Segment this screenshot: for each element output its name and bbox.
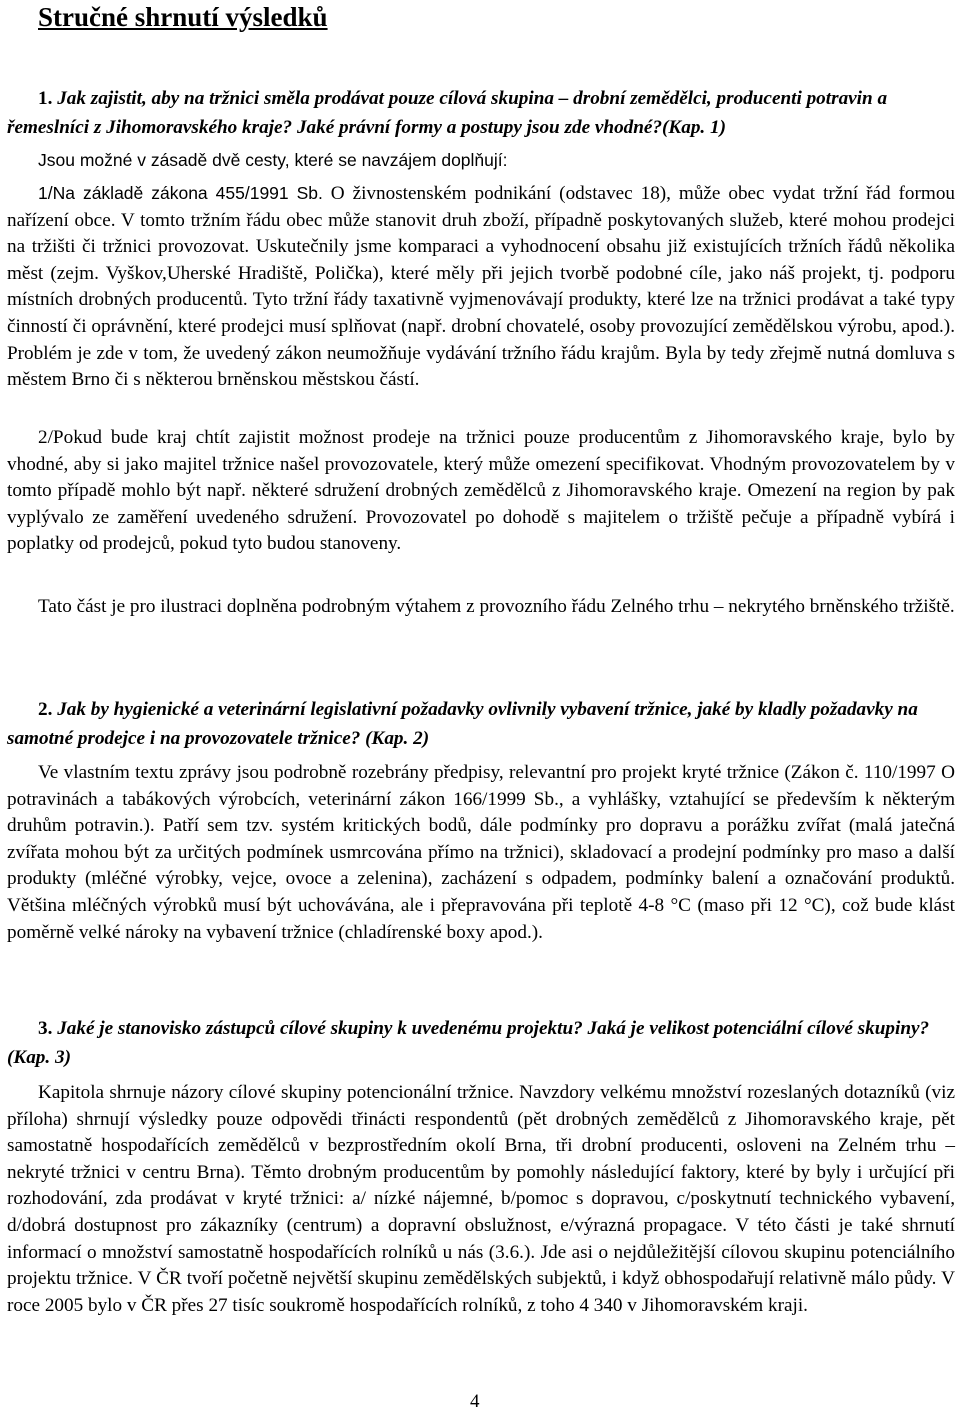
paragraph-hygiene: Ve vlastním textu zprávy jsou podrobně rozebrány předpisy, relevantní pro projekt kryté tržnice (Zákon č. 110/1997 O potravinách a tabákových výrobcích, veterinární zákon 166/1999 Sb., a vyhlášky, vztahující se především k některým druhům potravin.). Patří sem tzv. systém kritických bodů, dále podmínky pro dopravu a porážku zvířat (malá jatečná zvířata mohou být za určitých podmínek usmrcována přímo na tržnici), skladovací a prodejní podmínky pro maso a další produkty (mléčné výrobky, vejce, ovoce a zelenina), zacházení s odpadem, podmínky balení a označování produktů. Většina mléčných výrobků musí být uchovávána, ale i přepravována při teplotě 4-8 °C (maso při 12 °C), což bude klást poměrně velké nároky na vybavení tržnice (chladírenské boxy apod.).: [7, 762, 955, 943]
page-title: Stručné shrnutí výsledků: [38, 2, 328, 32]
paragraph-option-1: 1/Na základě zákona 455/1991 Sb. O živnostenském podnikání (odstavec 18), může obec vydat tržní řád formou nařízení obce. V tomto tržním řádu obec může stanovit druh zboží, případně poskytovaných služeb, které mohou prodejci na tržišti či tržnici provozovat. Uskutečnily jsme komparaci a vyhodnocení obsahu již existujících tržních řádů několika měst (zejm. Vyškov,Uherské Hradiště, Polička), které měly při jejich tvorbě podobné cíle, jako náš projekt, tj. podporu místních drobných producentů. Tyto tržní řády taxativně vyjmenovávají produkty, které lze na tržnici prodávat a také typy činností či oprávnění, které prodejci musí splňovat (např. drobní chovatelé, osoby provozující zemědělskou výrobu, apod.). Problém je zde v tom, že uvedený zákon neumožňuje vydávání tržního řádu krajům. Byla by tedy zřejmě nutná domluva s městem Brno či s některou brněnskou městskou částí.: [7, 183, 956, 391]
paragraph-illustration: Tato část je pro ilustraci doplněna podrobným výtahem z provozního řádu Zelného trhu – nekrytého brněnského tržiště.: [38, 596, 955, 617]
question-number: 1.: [38, 88, 53, 109]
paragraph-intro: Jsou možné v zásadě dvě cesty, které se navzájem doplňují:: [38, 150, 508, 170]
question-text: Jak zajistit, aby na tržnici směla prodávat pouze cílová skupina – drobní zemědělci, producenti potravin a řemeslníci z Jihomoravského kraje? Jaké právní formy a postupy jsou zde vhodné?(Kap. 1): [7, 88, 888, 138]
question-3: 3. Jaké je stanovisko zástupců cílové skupiny k uvedenému projektu? Jaká je velikost potenciální cílové skupiny? (Kap. 3): [7, 1018, 930, 1068]
question-1: [7, 84, 955, 142]
page-number: 4: [470, 1391, 480, 1412]
question-2: 2. Jak by hygienické a veterinární legislativní požadavky ovlivnily vybavení tržnice, jaké by kladly požadavky na samotné prodejce i na provozovatele tržnice? (Kap. 2): [7, 699, 918, 749]
paragraph-target-group: Kapitola shrnuje názory cílové skupiny potencionální tržnice. Navzdory velkému množství rozeslaných dotazníků (viz příloha) shrnují výsledky pouze odpovědi třinácti respondentů (pět drobných zemědělců z Jihomoravského kraje, pět samostatně hospodařících zemědělců v bezprostředním okolí Brna, tři drobní producenti, osloveni na Zelném trhu – nekryté tržnici v centru Brna). Těmto drobným producentům by pomohly následující faktory, které by byly i určující při rozhodování, zda prodávat v kryté tržnici: a/ nízké nájemné, b/pomoc s dopravou, c/poskytnutí technického vybavení, d/dobrá dostupnost pro zákazníky (centrum) a dopravní obslužnost, e/výrazná propagace. V této části je také shrnutí informací o množství samostatně hospodařících rolníků u nás (3.6.). Jde asi o nejdůležitější cílovou skupinu potenciálního projektu tržnice. V ČR tvoří početně největší skupinu zemědělských subjektů, i když obhospodařují relativně málo půdy. V roce 2005 bylo v ČR přes 27 tisíc soukromě hospodařících rolníků, z toho 4 340 v Jihomoravském kraji.: [7, 1082, 955, 1316]
paragraph-option-2: 2/Pokud bude kraj chtít zajistit možnost prodeje na tržnici pouze producentům z Jihomoravského kraje, bylo by vhodné, aby si jako majitel tržnice našel provozovatele, který může omezení specifikovat. Vhodným provozovatelem by v tomto případě mohlo být např. některé sdružení drobných zemědělců z Jihomoravského kraje. Omezení na region by pak vyplývalo ze zaměření uvedeného sdružení. Provozovatel po dohodě s majitelem o tržiště pečuje a případně vybírá i poplatky od prodejců, pokud tyto budou stanoveny.: [7, 427, 955, 555]
